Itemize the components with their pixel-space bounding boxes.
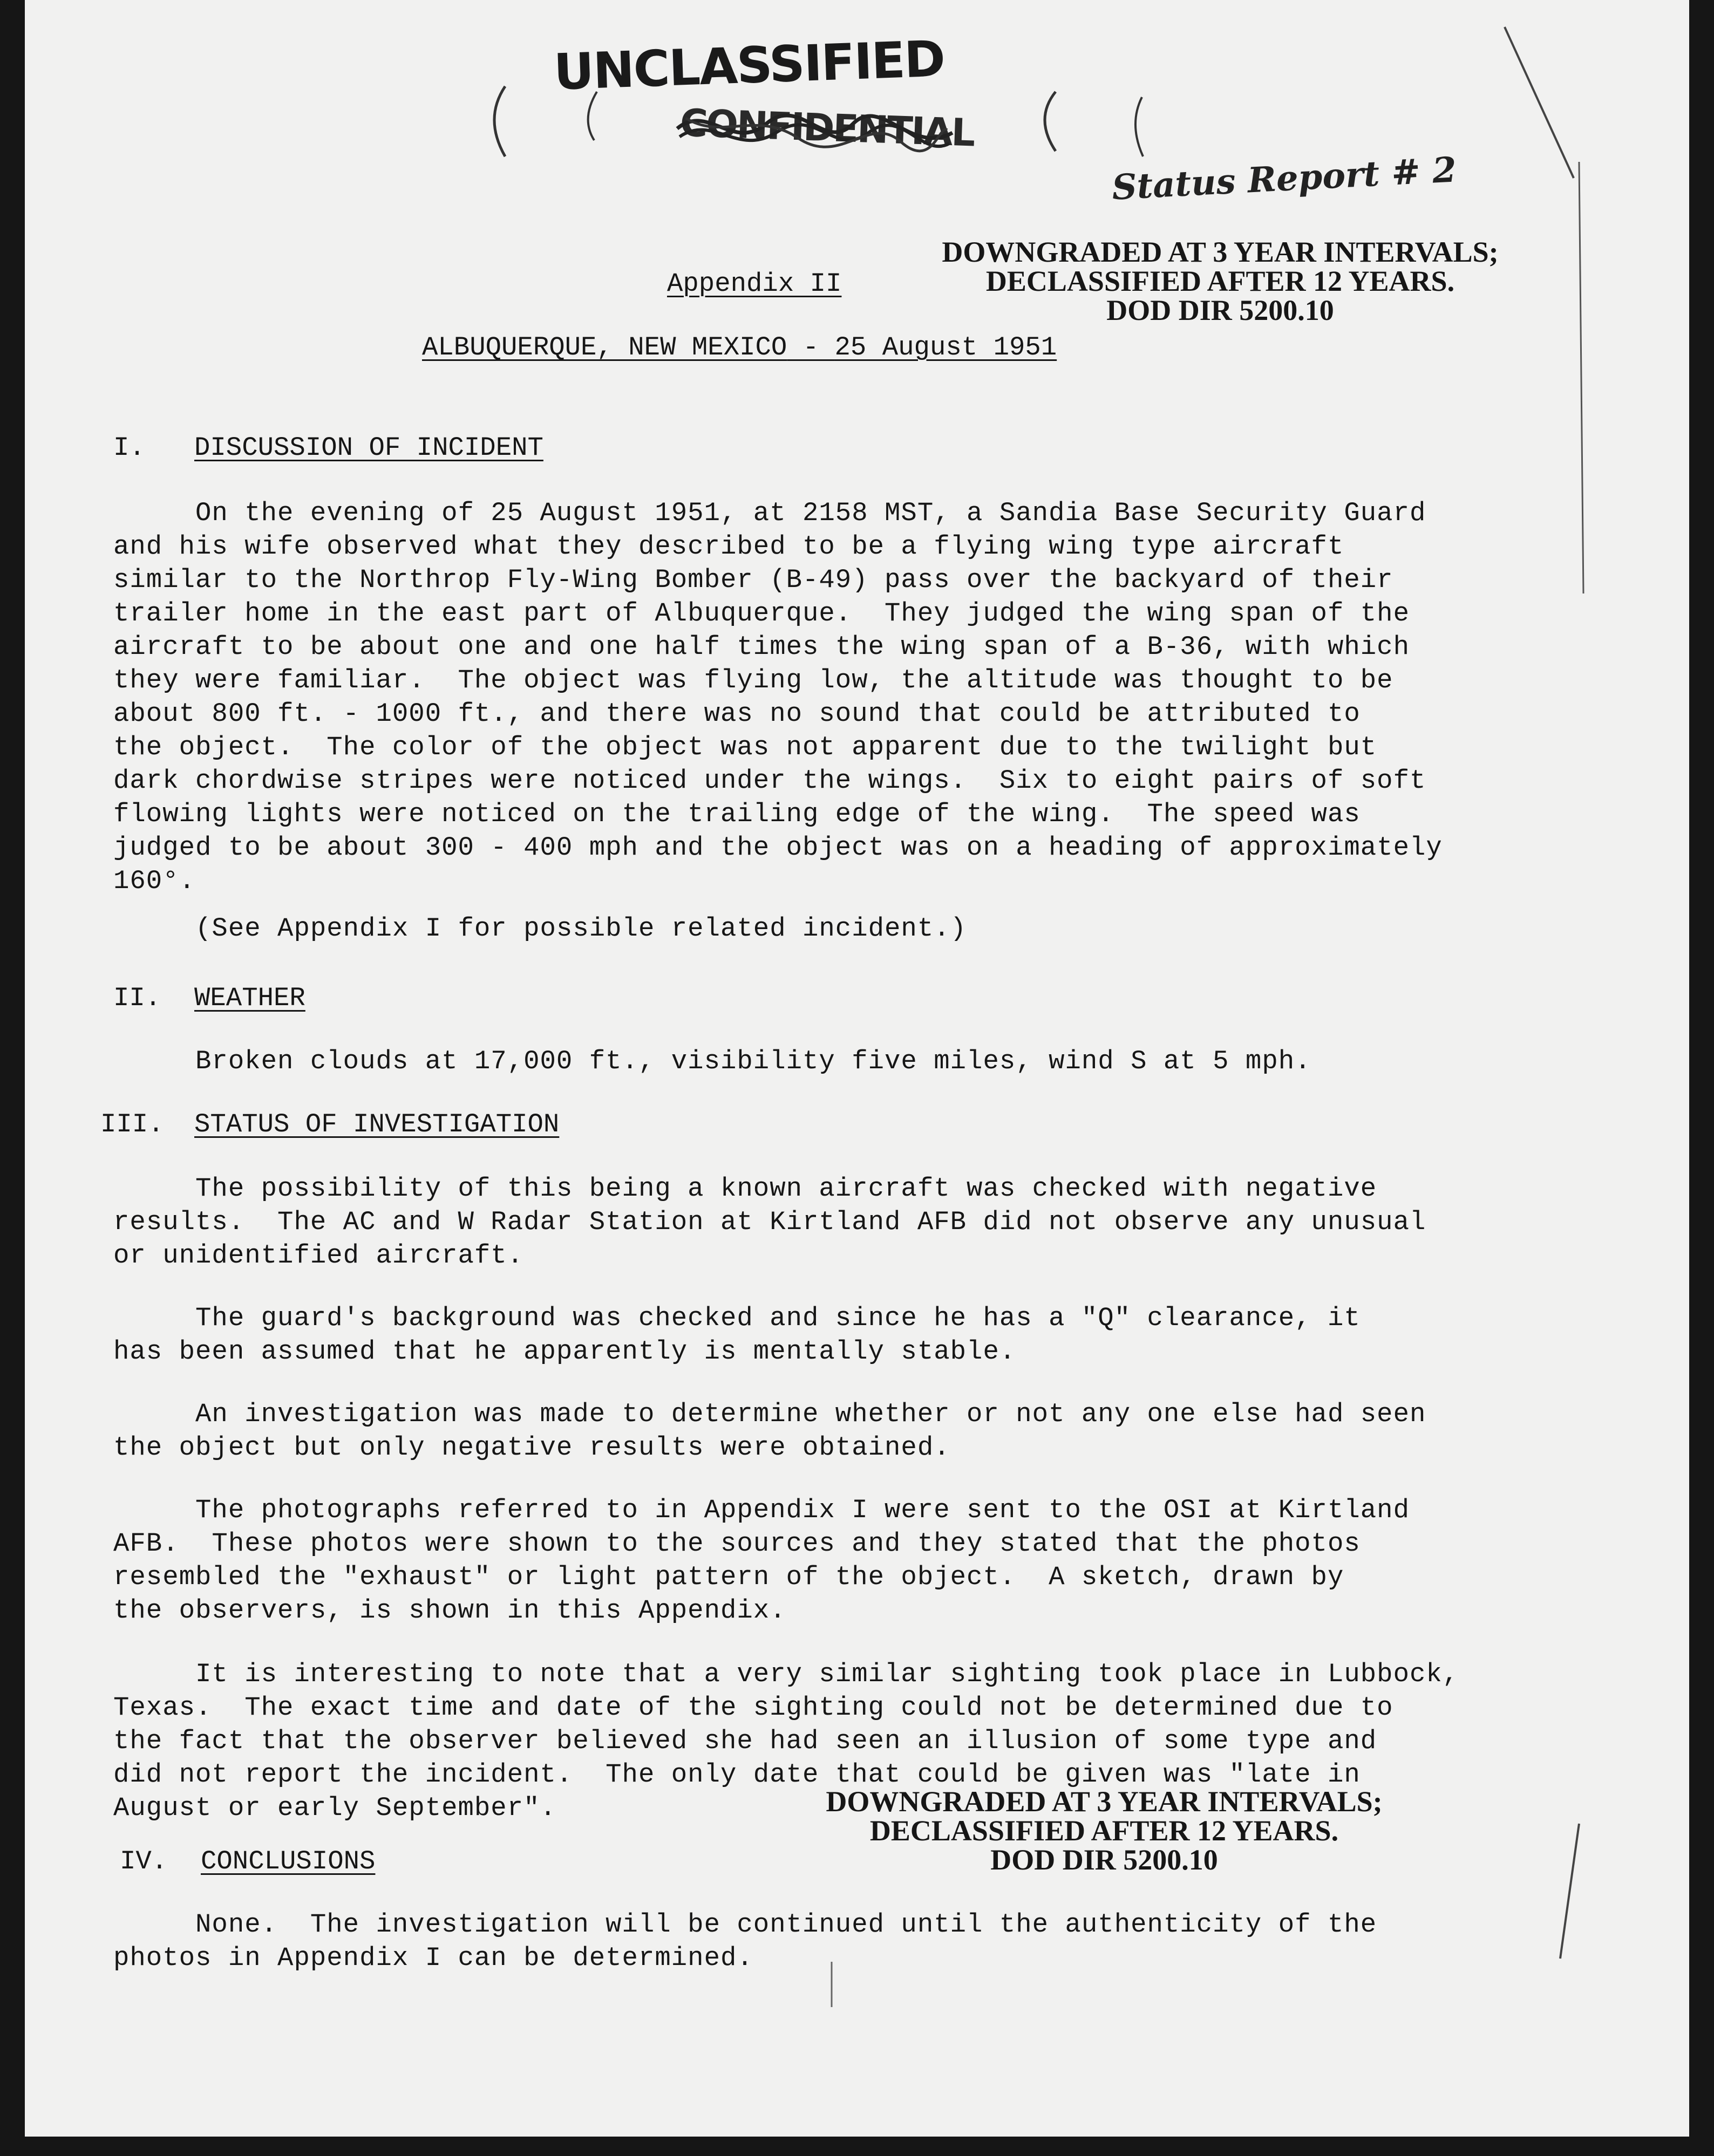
section-title: STATUS OF INVESTIGATION [194,1109,560,1140]
downgrade-line-1: DOWNGRADED AT 3 YEAR INTERVALS; [826,1785,1383,1818]
downgrade-notice-bottom [797,1787,1412,1874]
downgrade-line-2: DECLASSIFIED AFTER 12 YEARS. [869,1814,1339,1847]
section-numeral: IV. [120,1846,168,1877]
paragraph: The guard's background was checked and since he has a "Q" clearance, it has been assumed that he apparently is mentally stable. [113,1303,1361,1367]
downgrade-line-3: DOD DIR 5200.10 [990,1844,1218,1876]
paragraph: The photographs referred to in Appendix I were sent to the OSI at Kirtland AFB. These photos were shown to the sources and they stated that the photos resembled the "exhaust" or light pattern of the object. A sketch, drawn by the observers, is shown in this Appendix. [113,1495,1410,1626]
unclassified-stamp: UNCLASSIFIED [553,30,946,101]
paragraph: (See Appendix I for possible related incident.) [113,913,967,944]
section-numeral: III. [100,1109,164,1140]
section-title: CONCLUSIONS [201,1846,376,1877]
report-date: 25 August 1951 [834,332,1057,363]
paragraph: Broken clouds at 17,000 ft., visibility five miles, wind S at 5 mph. [113,1046,1311,1076]
paragraph: None. The investigation will be continued until the authenticity of the photos in Appendix I can be determined. [113,1909,1377,1973]
document-page [25,0,1689,2137]
paragraph: An investigation was made to determine whether or not any one else had seen the object but only negative results were obtained. [113,1399,1426,1463]
section-numeral: I. [113,433,145,463]
paragraph: It is interesting to note that a very similar sighting took place in Lubbock, Texas. The exact time and date of the sighting could not be determined due to the fact that the observer believed she had seen an illusion of some type and did not report the incident. The only date that could be given was "late in August or early September". [113,1659,1459,1823]
downgrade-line-1: DOWNGRADED AT 3 YEAR INTERVALS; [942,236,1499,268]
handwritten-status-note: Status Report # 2 [1111,149,1458,208]
section-4-heading [120,1846,376,1877]
section-numeral: II. [113,983,161,1013]
section-2-heading [113,983,305,1013]
section-title: DISCUSSION OF INCIDENT [194,433,543,463]
paragraph: The possibility of this being a known aircraft was checked with negative results. The AC and W Radar Station at Kirtland AFB did not observe any unusual or unidentified aircraft. [113,1173,1426,1271]
location: ALBUQUERQUE, NEW MEXICO [422,332,787,363]
section-3-heading [100,1109,560,1140]
section-title: WEATHER [194,983,305,1013]
downgrade-line-2: DECLASSIFIED AFTER 12 YEARS. [985,265,1455,297]
appendix-title: Appendix II [667,269,842,299]
downgrade-line-3: DOD DIR 5200.10 [1106,294,1334,326]
section-1-heading [113,433,543,463]
heading-separator: - [787,332,835,363]
confidential-stamp-text: CONFIDENTIAL [679,100,975,155]
location-date-heading [422,332,1057,363]
paragraph: On the evening of 25 August 1951, at 2158 MST, a Sandia Base Security Guard and his wife observed what they described to be a flying wing type aircraft similar to the Northrop Fly-Wing Bomber (B-49) pass over the backyard of their trailer home in the east part of Albuquerque. They judged the wing span of the aircraft to be about one and one half times the wing span of a B-36, with which they were familiar. The object was flying low, the altitude was thought to be about 800 ft. - 1000 ft., and there was no sound that could be attributed to the object. The color of the object was not apparent due to the twilight but dark chordwise stripes were noticed under the wings. Six to eight pairs of soft flowing lights were noticed on the trailing edge of the wing. The speed was judged to be about 300 - 400 mph and the object was on a heading of approximately 160°. [113,498,1443,896]
downgrade-notice-top [902,237,1539,325]
stamp-bracket-marks-icon [446,70,1158,189]
